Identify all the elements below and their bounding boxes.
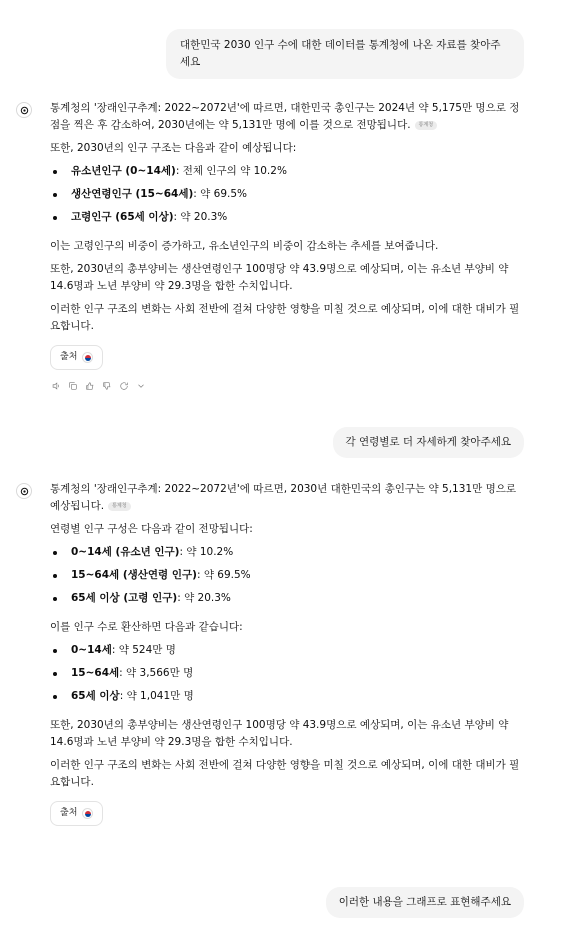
chevron-down-icon[interactable] xyxy=(135,380,147,392)
list-item: 65세 이상 (고령 인구): 약 20.3% xyxy=(50,590,527,607)
assistant-paragraph: 또한, 2030년의 총부양비는 생산연령인구 100명당 약 43.9명으로 예상되며, 이는 유소년 부양비 약 14.6명과 노년 부양비 약 29.3명을 합한 수치입니다. xyxy=(50,719,509,748)
source-button[interactable] xyxy=(50,801,103,826)
assistant-message xyxy=(16,481,527,826)
citation-pill[interactable]: 통계청 xyxy=(108,502,131,511)
user-message-bubble xyxy=(326,887,524,918)
thumbs-up-icon[interactable] xyxy=(84,380,96,392)
citation-pill[interactable]: 통계청 xyxy=(415,121,438,130)
source-label: 출처 xyxy=(60,352,78,362)
list-item: 0~14세 (유소년 인구): 약 10.2% xyxy=(50,544,527,561)
assistant-paragraph: 또한, 2030년의 인구 구조는 다음과 같이 예상됩니다: xyxy=(50,142,297,154)
assistant-paragraph: 이를 인구 수로 환산하면 다음과 같습니다: xyxy=(50,621,243,633)
read-aloud-icon[interactable] xyxy=(50,380,62,392)
user-message-bubble xyxy=(333,427,525,458)
list-item: 생산연령인구 (15~64세): 약 69.5% xyxy=(50,186,527,203)
user-message-text: 이러한 내용을 그래프로 표현해주세요 xyxy=(338,896,511,908)
source-button[interactable] xyxy=(50,345,103,370)
regenerate-icon[interactable] xyxy=(118,380,130,392)
chatgpt-logo-icon xyxy=(16,102,32,118)
assistant-paragraph: 통계청의 '장래인구추계: 2022~2072년'에 따르면, 2030년 대한민국의 총인구는 약 5,131만 명으로 예상됩니다. 통계청 xyxy=(50,483,516,512)
list-item: 65세 이상: 약 1,041만 명 xyxy=(50,688,527,705)
korea-flag-icon xyxy=(82,352,93,363)
assistant-paragraph: 또한, 2030년의 총부양비는 생산연령인구 100명당 약 43.9명으로 예상되며, 이는 유소년 부양비 약 14.6명과 노년 부양비 약 29.3명을 합한 수치입니다. xyxy=(50,263,509,292)
assistant-paragraph: 통계청의 '장래인구추계: 2022~2072년'에 따르면, 대한민국 총인구는 2024년 약 5,175만 명으로 정점을 찍은 후 감소하여, 2030년에는 약 5,131만 명에 이를 것으로 전망됩니다. 통계청 xyxy=(50,102,520,131)
source-label: 출처 xyxy=(60,808,78,818)
assistant-paragraph: 이러한 인구 구조의 변화는 사회 전반에 걸쳐 다양한 영향을 미칠 것으로 예상되며, 이에 대한 대비가 필요합니다. xyxy=(50,759,520,788)
assistant-paragraph: 이러한 인구 구조의 변화는 사회 전반에 걸쳐 다양한 영향을 미칠 것으로 예상되며, 이에 대한 대비가 필요합니다. xyxy=(50,303,520,332)
korea-flag-icon xyxy=(82,808,93,819)
message-actions xyxy=(50,380,527,392)
assistant-paragraph: 연령별 인구 구성은 다음과 같이 전망됩니다: xyxy=(50,523,253,535)
assistant-paragraph: 이는 고령인구의 비중이 증가하고, 유소년인구의 비중이 감소하는 추세를 보여줍니다. xyxy=(50,240,439,252)
bullet-list xyxy=(50,163,527,226)
thumbs-down-icon[interactable] xyxy=(101,380,113,392)
user-message-bubble xyxy=(166,29,524,79)
bullet-list xyxy=(50,642,527,705)
copy-icon[interactable] xyxy=(67,380,79,392)
chatgpt-logo-icon xyxy=(16,483,32,499)
list-item: 유소년인구 (0~14세): 전체 인구의 약 10.2% xyxy=(50,163,527,180)
user-message-text: 각 연령별로 더 자세하게 찾아주세요 xyxy=(345,436,511,448)
user-message-text: 대한민국 2030 인구 수에 대한 데이터를 통계청에 나온 자료를 찾아주세요 xyxy=(180,39,501,68)
assistant-message xyxy=(16,100,527,392)
list-item: 고령인구 (65세 이상): 약 20.3% xyxy=(50,209,527,226)
list-item: 15~64세: 약 3,566만 명 xyxy=(50,665,527,682)
list-item: 15~64세 (생산연령 인구): 약 69.5% xyxy=(50,567,527,584)
list-item: 0~14세: 약 524만 명 xyxy=(50,642,527,659)
bullet-list xyxy=(50,544,527,607)
